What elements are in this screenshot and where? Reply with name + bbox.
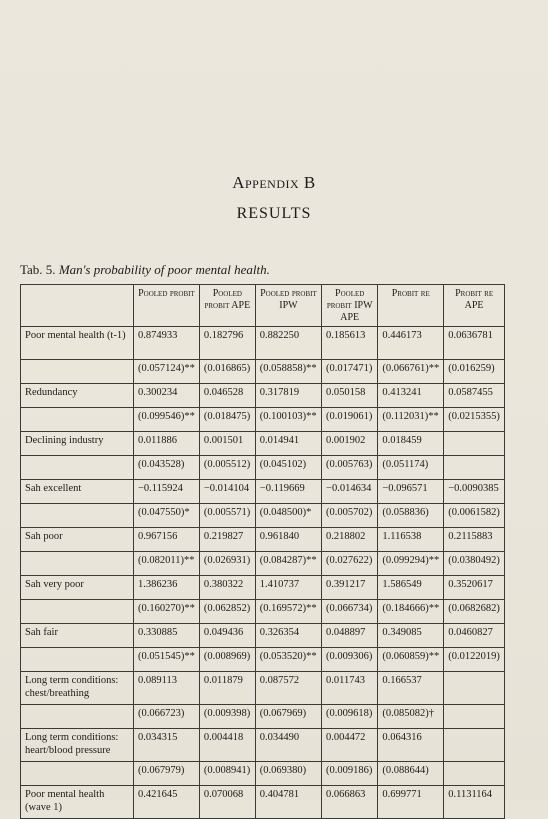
table-caption-label: Tab. 5. — [20, 262, 56, 277]
table-row — [21, 360, 505, 384]
table-cell: 0.326354 — [255, 624, 321, 648]
table-cell — [444, 705, 505, 729]
table-cell: −0.119669 — [255, 480, 321, 504]
table-cell: (0.058836) — [378, 504, 444, 528]
table-header-row — [21, 285, 505, 327]
row-label — [21, 552, 134, 576]
table-cell: (0.066734) — [322, 600, 378, 624]
table-cell: 0.219827 — [199, 528, 255, 552]
table-cell: (0.047550)* — [134, 504, 200, 528]
table-cell: 0.046528 — [199, 384, 255, 408]
row-label: Declining industry — [21, 432, 134, 456]
table-cell: (0.099546)** — [134, 408, 200, 432]
table-cell: (0.053520)** — [255, 648, 321, 672]
table-cell: (0.169572)** — [255, 600, 321, 624]
table-cell: 0.087572 — [255, 672, 321, 705]
table-row — [21, 384, 505, 408]
table-row — [21, 528, 505, 552]
column-header: Pooled probit IPW APE — [322, 285, 378, 327]
table-cell: 0.421645 — [134, 786, 200, 819]
row-label — [21, 648, 134, 672]
column-header — [21, 285, 134, 327]
table-cell: 1.386236 — [134, 576, 200, 600]
table-cell: 0.967156 — [134, 528, 200, 552]
row-label: Sah poor — [21, 528, 134, 552]
table-cell: 0.034315 — [134, 729, 200, 762]
table-cell: 0.001902 — [322, 432, 378, 456]
table-cell: 0.066863 — [322, 786, 378, 819]
table-cell: (0.005571) — [199, 504, 255, 528]
table-cell: 0.048897 — [322, 624, 378, 648]
table-cell: 0.317819 — [255, 384, 321, 408]
table-cell: (0.027622) — [322, 552, 378, 576]
table-cell: 0.380322 — [199, 576, 255, 600]
table-row — [21, 600, 505, 624]
table-cell: 0.300234 — [134, 384, 200, 408]
row-label — [21, 762, 134, 786]
column-header: Pooled probit APE — [199, 285, 255, 327]
table-cell: 0.166537 — [378, 672, 444, 705]
table-cell: (0.0061582) — [444, 504, 505, 528]
table-cell: (0.088644) — [378, 762, 444, 786]
column-header: Pooled probit — [134, 285, 200, 327]
table-cell: 0.011879 — [199, 672, 255, 705]
row-label — [21, 456, 134, 480]
row-label: Poor mental health (wave 1) — [21, 786, 134, 819]
table-cell: 0.064316 — [378, 729, 444, 762]
table-cell: (0.057124)** — [134, 360, 200, 384]
table-caption-title: Man's probability of poor mental health. — [58, 262, 270, 277]
table-cell: (0.0215355) — [444, 408, 505, 432]
table-cell: (0.112031)** — [378, 408, 444, 432]
table-row — [21, 624, 505, 648]
table-cell: (0.0380492) — [444, 552, 505, 576]
table-cell: (0.026931) — [199, 552, 255, 576]
table-cell: 0.0460827 — [444, 624, 505, 648]
table-row — [21, 576, 505, 600]
table-cell: 0.391217 — [322, 576, 378, 600]
table-cell: (0.018475) — [199, 408, 255, 432]
table-cell: −0.096571 — [378, 480, 444, 504]
section-title: RESULTS — [236, 205, 312, 222]
row-label — [21, 408, 134, 432]
table-cell: (0.100103)** — [255, 408, 321, 432]
table-cell: 0.011886 — [134, 432, 200, 456]
table-cell: 0.185613 — [322, 327, 378, 360]
table-cell: 0.404781 — [255, 786, 321, 819]
table-cell: 0.001501 — [199, 432, 255, 456]
table-cell: 1.116538 — [378, 528, 444, 552]
appendix-title: Appendix B — [232, 173, 316, 192]
table-cell — [444, 456, 505, 480]
table-cell: 0.049436 — [199, 624, 255, 648]
table-cell: 0.089113 — [134, 672, 200, 705]
table-cell: −0.014634 — [322, 480, 378, 504]
table-cell: 0.070068 — [199, 786, 255, 819]
table-cell: (0.009398) — [199, 705, 255, 729]
table-cell: (0.051174) — [378, 456, 444, 480]
row-label — [21, 360, 134, 384]
table-cell: 0.1131164 — [444, 786, 505, 819]
table-cell: 0.011743 — [322, 672, 378, 705]
table-cell: (0.019061) — [322, 408, 378, 432]
table-cell: 0.218802 — [322, 528, 378, 552]
table-cell: (0.060859)** — [378, 648, 444, 672]
table-cell: (0.008941) — [199, 762, 255, 786]
table-row — [21, 672, 505, 705]
table-row — [21, 504, 505, 528]
table-cell: 0.3520617 — [444, 576, 505, 600]
table-row — [21, 327, 505, 360]
row-label — [21, 705, 134, 729]
table-cell — [444, 432, 505, 456]
table-cell: (0.160270)** — [134, 600, 200, 624]
table-cell: (0.005512) — [199, 456, 255, 480]
row-label: Long term conditions: heart/blood pressure — [21, 729, 134, 762]
table-cell: 0.699771 — [378, 786, 444, 819]
table-cell: −0.014104 — [199, 480, 255, 504]
table-cell: (0.062852) — [199, 600, 255, 624]
column-header: Probit re APE — [444, 285, 505, 327]
table-cell: (0.085082)† — [378, 705, 444, 729]
table-row — [21, 552, 505, 576]
table-row — [21, 456, 505, 480]
table-cell: 0.874933 — [134, 327, 200, 360]
row-label: Long term conditions: chest/breathing — [21, 672, 134, 705]
table-cell: (0.069380) — [255, 762, 321, 786]
table-cell: 0.0587455 — [444, 384, 505, 408]
table-row — [21, 432, 505, 456]
row-label — [21, 504, 134, 528]
table-cell: 0.004418 — [199, 729, 255, 762]
table-cell: (0.005763) — [322, 456, 378, 480]
table-cell: (0.066723) — [134, 705, 200, 729]
table-cell: (0.009186) — [322, 762, 378, 786]
table-caption — [20, 262, 270, 278]
table-cell: 0.349085 — [378, 624, 444, 648]
table-cell: (0.084287)** — [255, 552, 321, 576]
table-cell: 0.446173 — [378, 327, 444, 360]
table-cell — [444, 729, 505, 762]
table-cell: 0.0636781 — [444, 327, 505, 360]
table-cell: (0.067969) — [255, 705, 321, 729]
table-cell: (0.009306) — [322, 648, 378, 672]
table-cell: (0.0122019) — [444, 648, 505, 672]
table-cell: (0.009618) — [322, 705, 378, 729]
table-cell: (0.082011)** — [134, 552, 200, 576]
table-cell: 0.413241 — [378, 384, 444, 408]
column-header: Pooled probit IPW — [255, 285, 321, 327]
table-cell: 1.586549 — [378, 576, 444, 600]
table-cell: (0.099294)** — [378, 552, 444, 576]
table-row — [21, 762, 505, 786]
table-row — [21, 729, 505, 762]
table-cell: 0.004472 — [322, 729, 378, 762]
table-cell: 0.882250 — [255, 327, 321, 360]
table-cell: 0.330885 — [134, 624, 200, 648]
table-cell: (0.045102) — [255, 456, 321, 480]
table-row — [21, 480, 505, 504]
table-cell: −0.0090385 — [444, 480, 505, 504]
table-cell: 0.018459 — [378, 432, 444, 456]
table-cell: 0.034490 — [255, 729, 321, 762]
row-label — [21, 600, 134, 624]
table-cell: (0.051545)** — [134, 648, 200, 672]
table-cell: (0.067979) — [134, 762, 200, 786]
column-header: Probit re — [378, 285, 444, 327]
table-cell: (0.0682682) — [444, 600, 505, 624]
table-cell: (0.043528) — [134, 456, 200, 480]
table-cell: (0.066761)** — [378, 360, 444, 384]
table-cell: 0.050158 — [322, 384, 378, 408]
table-cell: (0.184666)** — [378, 600, 444, 624]
table-cell: (0.058858)** — [255, 360, 321, 384]
row-label: Poor mental health (t-1) — [21, 327, 134, 360]
row-label: Sah very poor — [21, 576, 134, 600]
row-label: Redundancy — [21, 384, 134, 408]
table-row — [21, 786, 505, 819]
table-cell: (0.008969) — [199, 648, 255, 672]
results-table — [20, 284, 505, 819]
table-cell: 1.410737 — [255, 576, 321, 600]
table-cell: 0.961840 — [255, 528, 321, 552]
table-row — [21, 648, 505, 672]
row-label: Sah fair — [21, 624, 134, 648]
table-cell: 0.2115883 — [444, 528, 505, 552]
table-cell: (0.016259) — [444, 360, 505, 384]
table-cell: −0.115924 — [134, 480, 200, 504]
table-cell: (0.016865) — [199, 360, 255, 384]
row-label: Sah excellent — [21, 480, 134, 504]
table-cell: (0.017471) — [322, 360, 378, 384]
table-cell: 0.182796 — [199, 327, 255, 360]
table-row — [21, 705, 505, 729]
table-row — [21, 408, 505, 432]
table-cell — [444, 672, 505, 705]
table-cell: 0.014941 — [255, 432, 321, 456]
table-cell — [444, 762, 505, 786]
table-cell: (0.048500)* — [255, 504, 321, 528]
table-cell: (0.005702) — [322, 504, 378, 528]
